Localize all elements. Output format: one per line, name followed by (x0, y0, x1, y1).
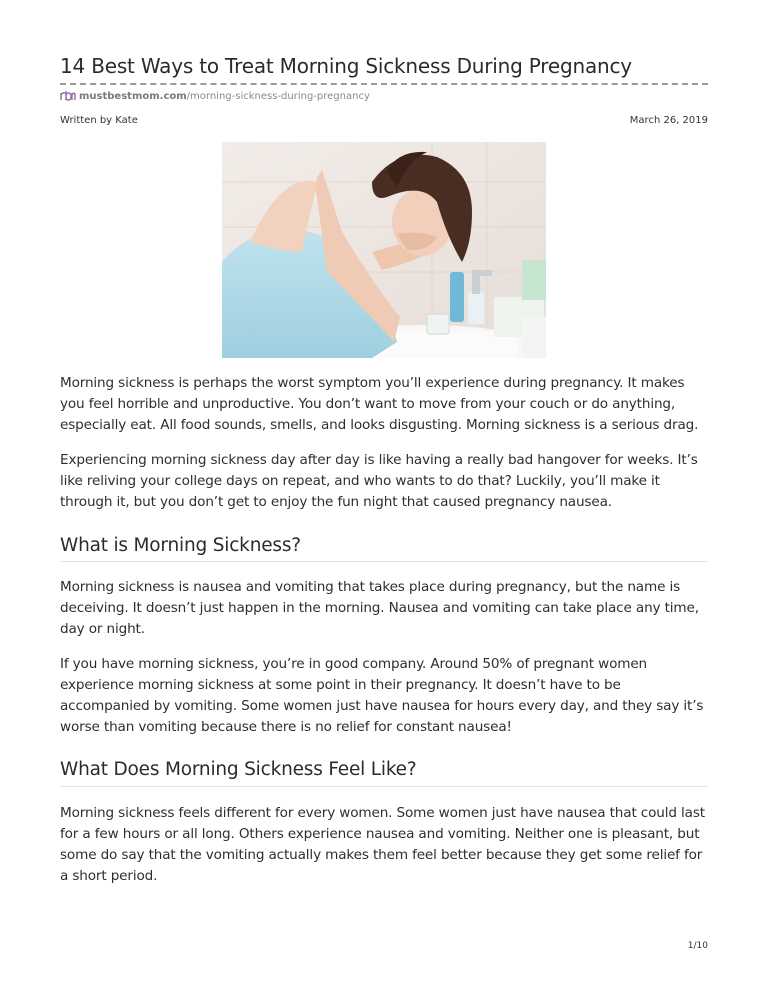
article-title: 14 Best Ways to Treat Morning Sickness During Pregnancy (60, 54, 632, 78)
author-byline: Written by Kate (60, 115, 138, 126)
section-1-paragraph-1: Morning sickness is nausea and vomiting that takes place during pregnancy, but the name is deceiving. It doesn’t just happen in the morning. Nausea and vomiting can take place any time, day or night. (60, 579, 699, 637)
hero-image (222, 142, 546, 358)
section-heading-what-is: What is Morning Sickness? (60, 535, 301, 556)
source-domain: mustbestmom.com (79, 91, 187, 102)
section-1-paragraph-2: If you have morning sickness, you’re in good company. Around 50% of pregnant women experience morning sickness at some point in their pregnancy. It doesn’t have to be accompanied by vomiting. Some women just have nausea for hours every day, and they say it’s worse than vomiting because there is no relief for constant nausea! (60, 656, 704, 735)
title-divider (60, 83, 708, 85)
section-divider (60, 561, 708, 562)
intro-paragraph-2: Experiencing morning sickness day after day is like having a really bad hangover for weeks. It’s like reliving your college days on repeat, and who wants to do that? Luckily, you’ll make it through it, but you don’t get to enjoy the fun night that caused pregnancy nausea. (60, 452, 698, 510)
section-2-paragraph-1: Morning sickness feels different for every women. Some women just have nausea that could last for a few hours or all long. Others experience nausea and vomiting. Neither one is pleasant, but some do say that the vomiting actually makes them feel better because they get some relief for a short period. (60, 805, 705, 884)
woman-morning-sickness-photo-icon (222, 142, 546, 358)
publish-date: March 26, 2019 (629, 115, 708, 126)
site-logo-icon (60, 90, 76, 101)
source-path: /morning-sickness-during-pregnancy (186, 91, 370, 102)
source-url[interactable] (60, 90, 370, 102)
page-number: 1/10 (687, 941, 708, 951)
intro-paragraph-1: Morning sickness is perhaps the worst symptom you’ll experience during pregnancy. It makes you feel horrible and unproductive. You don’t want to move from your couch or do anything, especially eat. All food sounds, smells, and looks disgusting. Morning sickness is a serious drag. (60, 375, 699, 433)
section-divider (60, 786, 708, 787)
section-heading-feel-like: What Does Morning Sickness Feel Like? (60, 759, 417, 780)
